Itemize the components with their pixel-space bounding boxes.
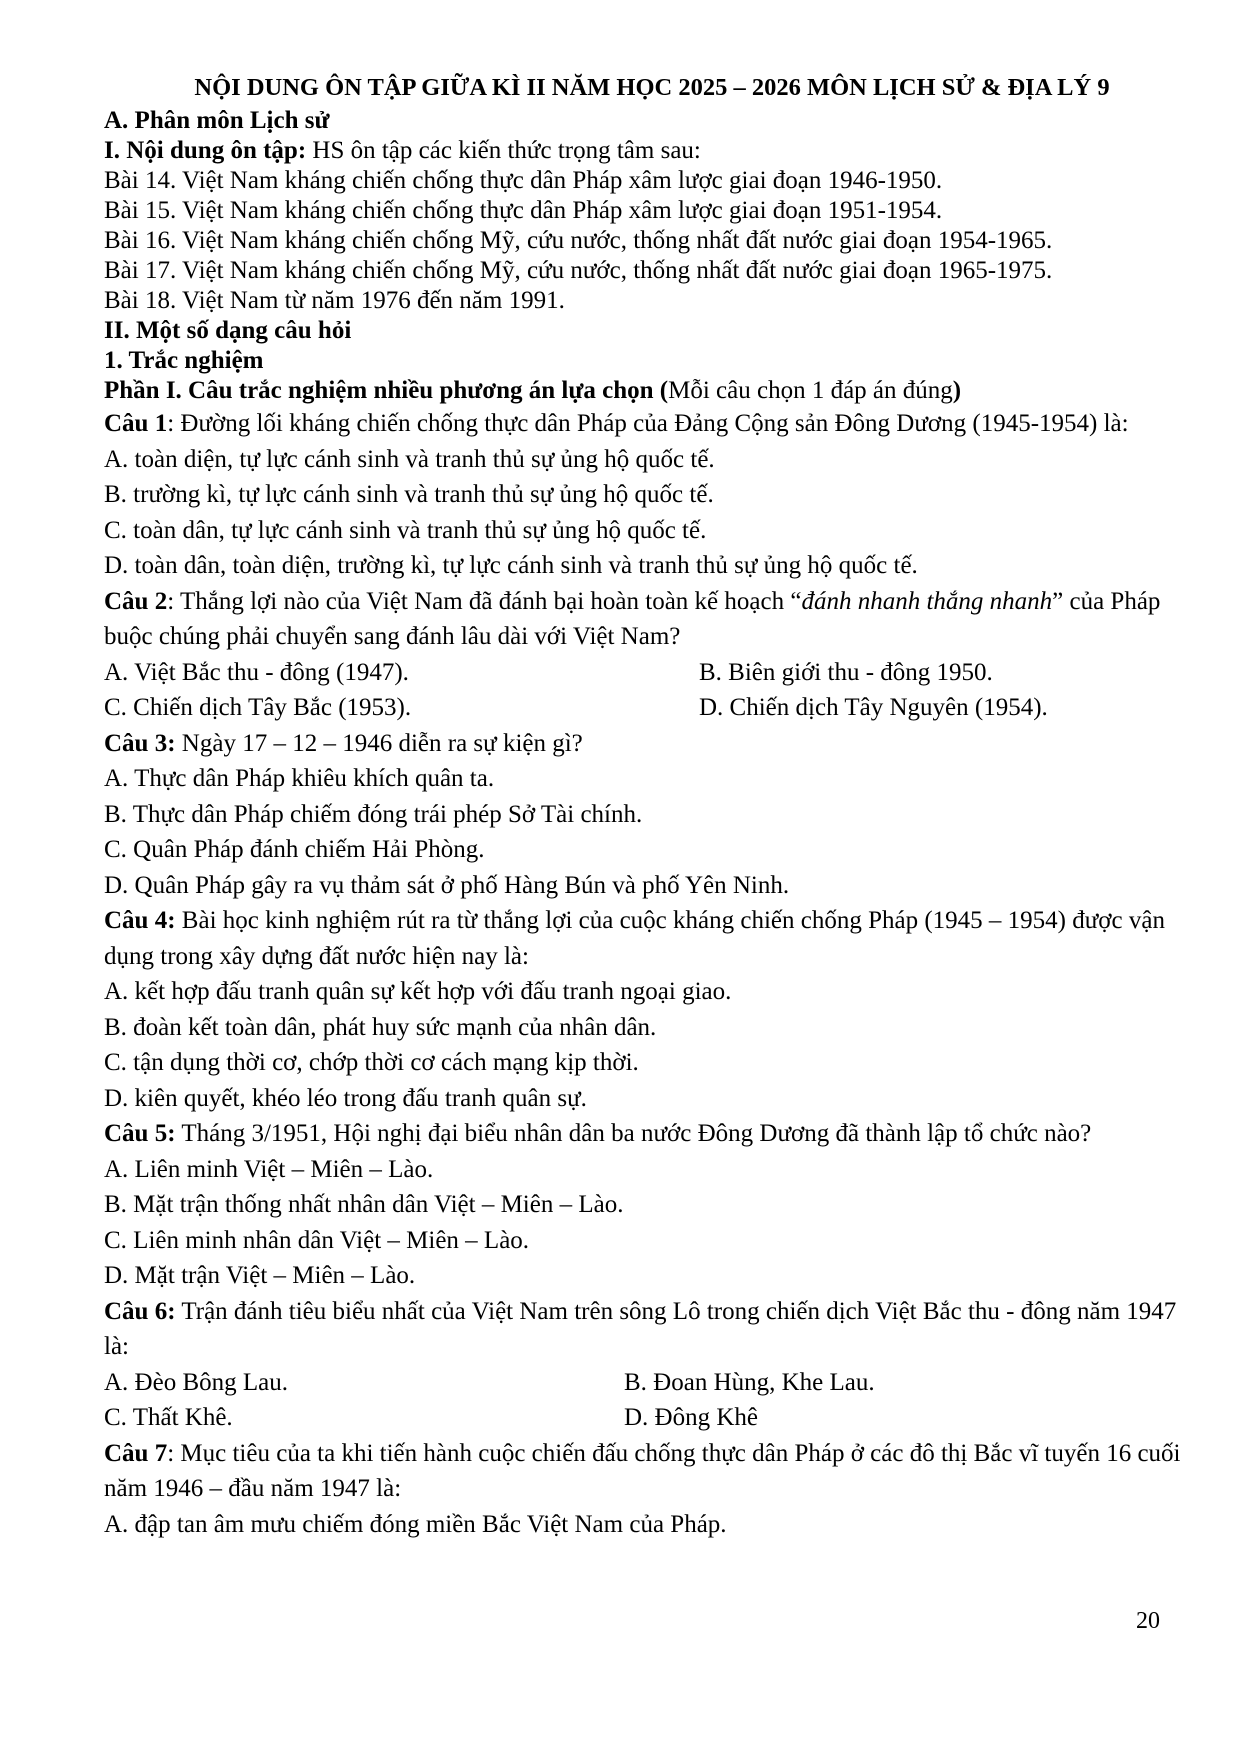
question-text: : Đường lối kháng chiến chống thực dân Pháp của Đảng Cộng sản Đông Dương (1945-1954) là: — [167, 410, 1129, 437]
question-text: Trận đánh tiêu biểu nhất của Việt Nam trên sông Lô trong chiến dịch Việt Bắc thu - đông năm 1947 là: — [104, 1297, 1177, 1360]
answer-option: A. Việt Bắc thu - đông (1947). — [104, 658, 409, 686]
answer-option: B. Đoan Hùng, Khe Lau. — [624, 1368, 875, 1396]
subsection-1-heading: 1. Trắc nghiệm — [104, 347, 264, 374]
answer-option: D. Mặt trận Việt – Miên – Lào. — [104, 1262, 416, 1289]
answer-option: C. toàn dân, tự lực cánh sinh và tranh thủ sự ủng hộ quốc tế. — [104, 516, 707, 544]
question-label: Câu 6: — [104, 1297, 176, 1325]
answer-option: C. tận dụng thời cơ, chớp thời cơ cách mạng kịp thời. — [104, 1049, 639, 1076]
question-label: Câu 5: — [104, 1120, 176, 1147]
question-label: Câu 3: — [104, 729, 176, 757]
answer-option: D. Đông Khê — [624, 1404, 759, 1431]
question-4 — [104, 903, 1194, 974]
question-label: Câu 7 — [104, 1439, 168, 1467]
section-i-text: HS ôn tập các kiến thức trọng tâm sau: — [306, 137, 701, 164]
section-a-heading: A. Phân môn Lịch sử — [104, 107, 330, 134]
question-1 — [104, 406, 1194, 442]
answer-row — [104, 690, 1204, 726]
lesson-item: Bài 16. Việt Nam kháng chiến chống Mỹ, cứu nước, thống nhất đất nước giai đoạn 1954-1965. — [104, 227, 1053, 254]
question-text: Ngày 17 – 12 – 1946 diễn ra sự kiện gì? — [175, 729, 583, 757]
question-text: : Thắng lợi nào của Việt Nam đã đánh bại hoàn toàn kế hoạch “ — [167, 587, 802, 615]
answer-option: B. Biên giới thu - đông 1950. — [699, 658, 993, 686]
question-text-cont: ” của Pháp buộc chúng phải chuyển sang đánh lâu dài với Việt Nam? — [104, 587, 1161, 650]
part-i-note: Mỗi câu chọn 1 đáp án đúng — [668, 377, 953, 404]
question-text: Bài học kinh nghiệm rút ra từ thắng lợi của cuộc kháng chiến chống Pháp (1945 – 1954) được vận dụng trong xây dựng đất nước hiện nay là: — [104, 907, 1165, 970]
lesson-item: Bài 18. Việt Nam từ năm 1976 đến năm 1991. — [104, 287, 565, 314]
answer-row — [104, 655, 1204, 691]
question-italic-text: đánh nhanh thắng nhanh — [801, 587, 1053, 615]
answer-option: C. Chiến dịch Tây Bắc (1953). — [104, 694, 412, 721]
section-i-heading — [104, 136, 1204, 166]
question-text: Tháng 3/1951, Hội nghị đại biểu nhân dân ba nước Đông Dương đã thành lập tổ chức nào? — [175, 1120, 1092, 1147]
answer-option: A. Liên minh Việt – Miên – Lào. — [104, 1155, 434, 1183]
question-6 — [104, 1294, 1194, 1365]
lesson-item: Bài 14. Việt Nam kháng chiến chống thực dân Pháp xâm lược giai đoạn 1946-1950. — [104, 167, 943, 194]
answer-option: D. Quân Pháp gây ra vụ thảm sát ở phố Hàng Bún và phố Yên Ninh. — [104, 871, 790, 899]
answer-option: A. Đèo Bông Lau. — [104, 1368, 288, 1396]
part-i-close: ) — [952, 377, 962, 404]
answer-option: A. Thực dân Pháp khiêu khích quân ta. — [104, 765, 495, 792]
part-i-heading — [104, 376, 1204, 406]
answer-option: B. Mặt trận thống nhất nhân dân Việt – Miên – Lào. — [104, 1191, 624, 1218]
section-i-label: I. Nội dung ôn tập: — [104, 137, 307, 164]
answer-row — [104, 1365, 1204, 1401]
document-page — [104, 70, 1204, 1542]
lesson-item: Bài 15. Việt Nam kháng chiến chống thực dân Pháp xâm lược giai đoạn 1951-1954. — [104, 197, 943, 224]
answer-option: A. toàn diện, tự lực cánh sinh và tranh thủ sự ủng hộ quốc tế. — [104, 445, 715, 473]
answer-option: A. đập tan âm mưu chiếm đóng miền Bắc Việt Nam của Pháp. — [104, 1510, 727, 1538]
question-2 — [104, 584, 1194, 655]
answer-option: B. đoàn kết toàn dân, phát huy sức mạnh của nhân dân. — [104, 1013, 657, 1041]
page-title: NỘI DUNG ÔN TẬP GIỮA KÌ II NĂM HỌC 2025 – 2026 MÔN LỊCH SỬ & ĐỊA LÝ 9 — [194, 74, 1110, 101]
answer-option: D. toàn dân, toàn diện, trường kì, tự lực cánh sinh và tranh thủ sự ủng hộ quốc tế. — [104, 552, 918, 579]
answer-option: B. Thực dân Pháp chiếm đóng trái phép Sở Tài chính. — [104, 800, 643, 828]
answer-option: A. kết hợp đấu tranh quân sự kết hợp với đấu tranh ngoại giao. — [104, 978, 732, 1005]
answer-option: D. kiên quyết, khéo léo trong đấu tranh quân sự. — [104, 1084, 587, 1112]
question-label: Câu 1 — [104, 410, 168, 437]
question-7 — [104, 1436, 1194, 1507]
lesson-item: Bài 17. Việt Nam kháng chiến chống Mỹ, cứu nước, thống nhất đất nước giai đoạn 1965-1975. — [104, 257, 1053, 284]
question-text: : Mục tiêu của ta khi tiến hành cuộc chiến đấu chống thực dân Pháp ở các đô thị Bắc vĩ tuyến 16 cuối năm 1946 – đầu năm 1947 là: — [104, 1439, 1181, 1502]
section-ii-heading: II. Một số dạng câu hỏi — [104, 317, 352, 344]
question-3 — [104, 726, 1194, 762]
question-5 — [104, 1116, 1194, 1152]
question-label: Câu 2 — [104, 587, 168, 615]
part-i-bold: Phần I. Câu trắc nghiệm nhiều phương án lựa chọn ( — [104, 377, 669, 404]
answer-option: B. trường kì, tự lực cánh sinh và tranh thủ sự ủng hộ quốc tế. — [104, 481, 714, 508]
answer-option: D. Chiến dịch Tây Nguyên (1954). — [699, 694, 1048, 721]
answer-option: C. Thất Khê. — [104, 1404, 233, 1431]
page-number: 20 — [1136, 1608, 1160, 1634]
question-label: Câu 4: — [104, 907, 176, 934]
answer-option: C. Liên minh nhân dân Việt – Miên – Lào. — [104, 1226, 530, 1254]
answer-option: C. Quân Pháp đánh chiếm Hải Phòng. — [104, 836, 485, 863]
answer-row — [104, 1400, 1204, 1436]
